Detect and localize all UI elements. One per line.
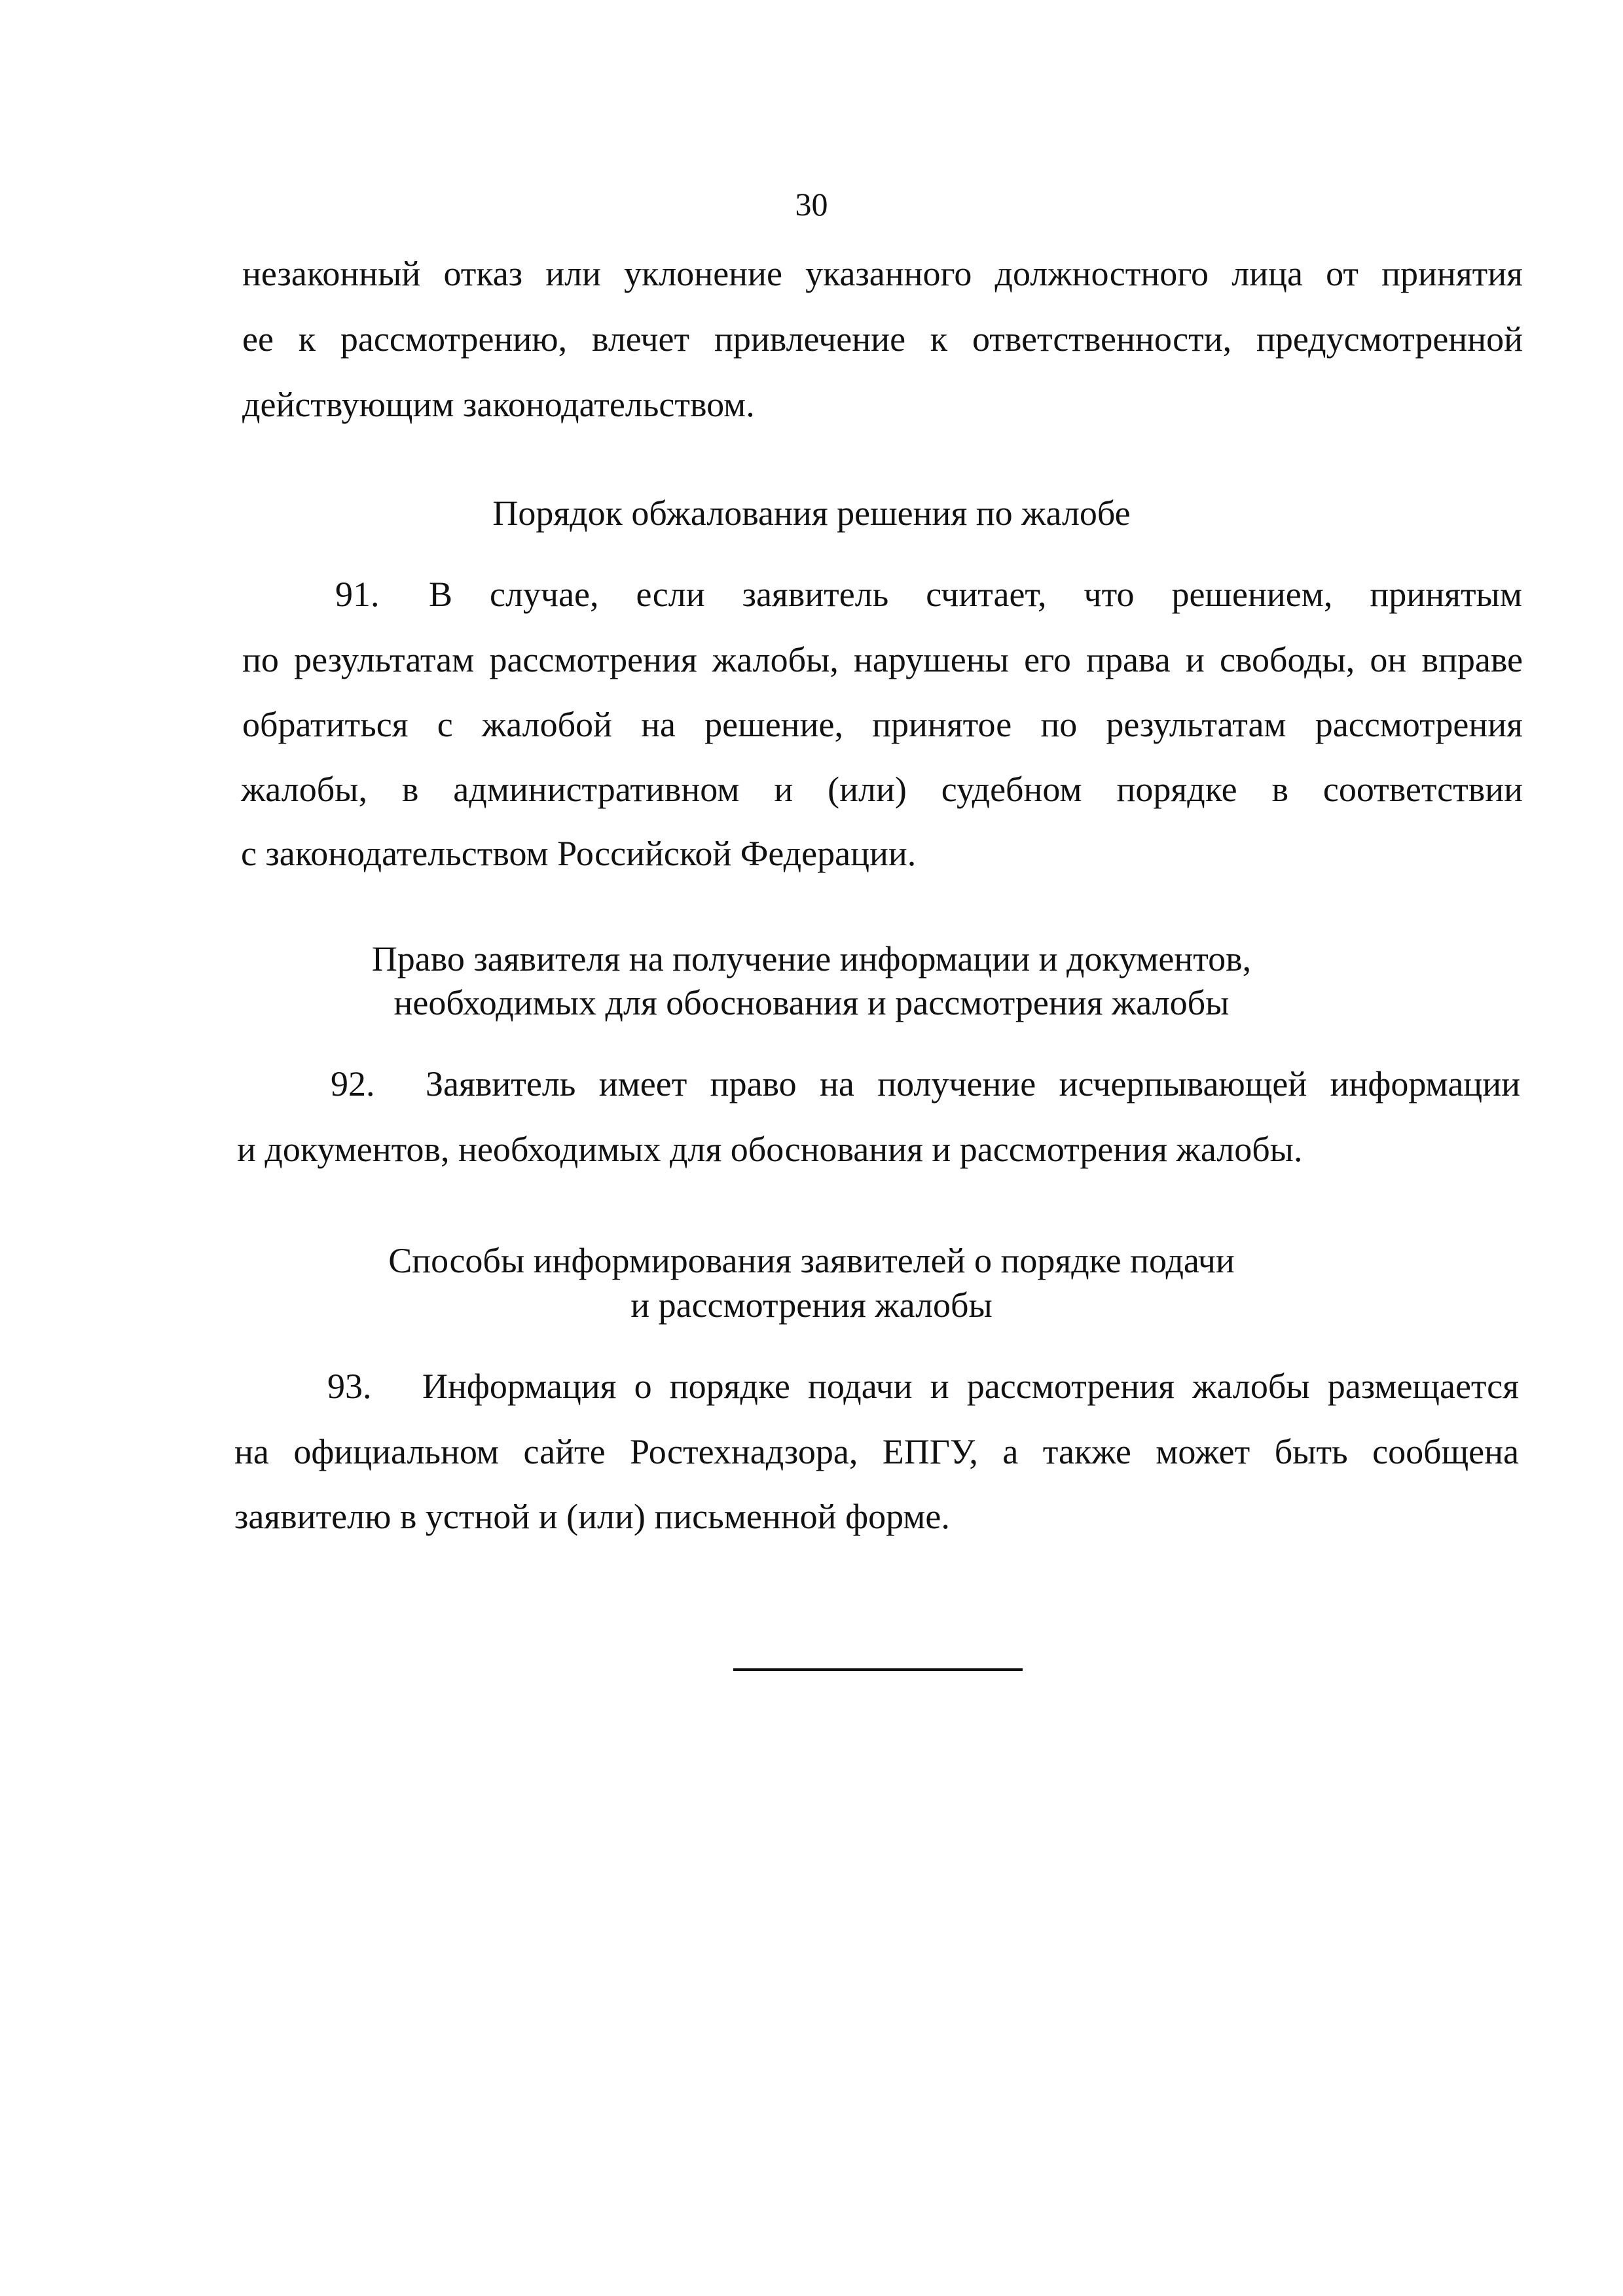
paragraph-line: жалобы, в административном и (или) судебном порядке в соответствии (241, 770, 1523, 809)
paragraph-line: Заявитель имеет право на получение исчерпывающей информации (426, 1064, 1520, 1103)
paragraph-line: Информация о порядке подачи и рассмотрения жалобы размещается (422, 1367, 1519, 1406)
intro-line: ее к рассмотрению, влечет привлечение к ответственности, предусмотренной (242, 319, 1523, 359)
end-rule (733, 1668, 1023, 1671)
paragraph-line: по результатам рассмотрения жалобы, нарушены его права и свободы, он вправе (242, 640, 1523, 679)
paragraph-number: 92. (331, 1064, 375, 1103)
paragraph-line: заявителю в устной и (или) письменной форме. (234, 1497, 950, 1536)
section-heading-93-line: Способы информирования заявителей о порядке подачи (388, 1241, 1235, 1280)
intro-line: действующим законодательством. (242, 385, 755, 424)
section-heading-91: Порядок обжалования решения по жалобе (492, 493, 1131, 533)
section-heading-92-line: необходимых для обоснования и рассмотрения жалобы (393, 983, 1230, 1022)
paragraph-line: В случае, если заявитель считает, что решением, принятым (429, 575, 1522, 614)
page-number: 30 (795, 186, 828, 223)
intro-line: незаконный отказ или уклонение указанного должностного лица от принятия (242, 254, 1523, 293)
section-heading-93-line: и рассмотрения жалобы (630, 1285, 993, 1325)
paragraph-number: 91. (335, 575, 380, 614)
section-heading-92-line: Право заявителя на получение информации и документов, (371, 939, 1252, 978)
paragraph-line: обратиться с жалобой на решение, принятое по результатам рассмотрения (242, 705, 1523, 744)
paragraph-line: и документов, необходимых для обоснования и рассмотрения жалобы. (237, 1130, 1303, 1169)
paragraph-number: 93. (327, 1367, 372, 1406)
paragraph-line: с законодательством Российской Федерации. (241, 834, 917, 873)
paragraph-line: на официальном сайте Ростехнадзора, ЕПГУ, а также может быть сообщена (234, 1432, 1519, 1471)
